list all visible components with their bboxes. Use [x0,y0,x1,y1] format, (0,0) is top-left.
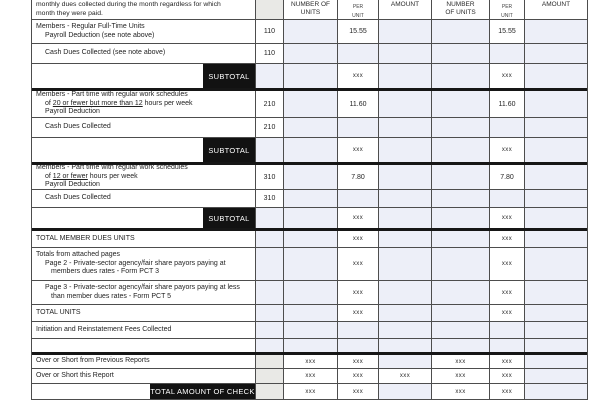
row-total-member-dues-units-per1-cell: xxx [338,231,379,247]
row-payroll-110-code: 110 [256,20,284,43]
row-subtotal-1-num1-cell [284,64,338,88]
row-total-amount-check-amt2-cell [525,384,587,399]
row-subtotal-3-num2-cell [432,208,490,228]
row-total-amount-check [32,384,587,400]
row-empty-amt2-cell [525,339,587,352]
row-page2-totals-num2-cell [432,248,490,280]
row-subtotal-3-num1-cell [284,208,338,228]
row-subtotal-1-num2-cell [432,64,490,88]
row-payroll-310-num2-cell [432,165,490,189]
description-line: Members - Part time with regular work schedules [36,91,188,99]
row-cash-dues-210-label [32,118,256,137]
description-line: Members - Part time with regular work schedules [36,165,188,172]
row-empty-code [256,339,284,352]
row-over-short-this-label [32,369,256,383]
row-total-member-dues-units-num1-cell [284,231,338,247]
description-line: TOTAL MEMBER DUES UNITS [36,234,135,242]
row-page3-totals-per2-cell: xxx [490,281,525,304]
row-over-short-previous-per2-cell: xxx [490,355,525,368]
row-subtotal-2 [32,138,587,165]
row-total-member-dues-units-code [256,231,284,247]
row-over-short-previous-code [256,355,284,368]
column-header-amount-1: AMOUNT [379,0,432,19]
row-total-units-num2-cell [432,305,490,321]
row-initiation-fees-code [256,322,284,338]
row-total-member-dues-units-label [32,231,256,247]
description-line: Initiation and Reinstatement Fees Collected [36,325,172,333]
row-empty-num1-cell [284,339,338,352]
row-empty-per1-cell [338,339,379,352]
row-over-short-this-num1-cell: xxx [284,369,338,383]
row-over-short-this-code [256,369,284,383]
row-page3-totals-code [256,281,284,304]
row-page2-totals-amt2-cell [525,248,587,280]
row-payroll-310-code: 310 [256,165,284,189]
row-payroll-210-amt2-cell [525,91,587,117]
row-empty-label [32,339,256,352]
row-payroll-210-code: 210 [256,91,284,117]
row-total-member-dues-units-num2-cell [432,231,490,247]
row-page3-totals-label [32,281,256,304]
row-cash-dues-210-num1-cell [284,118,338,137]
row-subtotal-2-label [32,138,256,162]
row-subtotal-1-per1-cell: xxx [338,64,379,88]
row-over-short-previous-label [32,355,256,368]
row-total-amount-check-num1-cell: xxx [284,384,338,399]
row-initiation-fees [32,322,587,339]
row-cash-dues-310-per2-cell [490,190,525,207]
row-cash-dues-210-amt1-cell [379,118,432,137]
row-payroll-210-label [32,91,256,117]
row-total-units [32,305,587,322]
row-total-amount-check-label [32,384,256,399]
row-payroll-110-amt2-cell [525,20,587,43]
description-line: than member dues rates - Form PCT 5 [51,292,172,300]
row-payroll-110-amt1-cell [379,20,432,43]
row-over-short-this [32,369,587,384]
row-total-amount-check-amt1-cell [379,384,432,399]
subtotal-bar: SUBTOTAL [203,208,255,228]
row-cash-dues-110-amt2-cell [525,44,587,63]
row-subtotal-3-code [256,208,284,228]
row-total-amount-check-per1-cell: xxx [338,384,379,399]
row-payroll-210 [32,91,587,118]
row-initiation-fees-per1-cell [338,322,379,338]
row-subtotal-2-num2-cell [432,138,490,162]
row-total-amount-check-num2-cell: xxx [432,384,490,399]
row-subtotal-3 [32,208,587,231]
row-payroll-110-label [32,20,256,43]
row-cash-dues-210 [32,118,587,138]
row-cash-dues-110-code: 110 [256,44,284,63]
row-subtotal-2-per2-cell: xxx [490,138,525,162]
row-payroll-110-per1-cell: 15.55 [338,20,379,43]
row-payroll-310-per2-cell: 7.80 [490,165,525,189]
row-payroll-210-num1-cell [284,91,338,117]
row-subtotal-1-per2-cell: xxx [490,64,525,88]
row-empty-num2-cell [432,339,490,352]
row-cash-dues-310-label [32,190,256,207]
row-over-short-previous-num2-cell: xxx [432,355,490,368]
row-cash-dues-110-amt1-cell [379,44,432,63]
row-cash-dues-110-num1-cell [284,44,338,63]
row-subtotal-3-amt1-cell [379,208,432,228]
note-line-2: month they were paid. [36,10,103,17]
row-total-units-num1-cell [284,305,338,321]
row-payroll-210-amt1-cell [379,91,432,117]
description-line: of 20 or fewer but more than 12 hours per week [45,99,193,107]
row-subtotal-1 [32,64,587,91]
row-cash-dues-210-per2-cell [490,118,525,137]
row-page3-totals-num1-cell [284,281,338,304]
row-total-member-dues-units [32,231,587,248]
row-empty-amt1-cell [379,339,432,352]
row-cash-dues-310 [32,190,587,208]
row-subtotal-3-per1-cell: xxx [338,208,379,228]
row-page3-totals [32,281,587,305]
description-line: Payroll Deduction [45,108,100,116]
description-line: Payroll Deduction [45,181,100,189]
row-page3-totals-per1-cell: xxx [338,281,379,304]
description-line: members dues rates - Form PCT 3 [51,268,160,276]
row-over-short-previous [32,355,587,369]
description-line: TOTAL UNITS [36,308,81,316]
subtotal-bar: SUBTOTAL [203,64,255,88]
row-page3-totals-amt2-cell [525,281,587,304]
row-over-short-this-amt2-cell [525,369,587,383]
row-subtotal-1-label [32,64,256,88]
column-header-number-of-units-1: NUMBER OF UNITS [284,0,338,19]
row-subtotal-2-per1-cell: xxx [338,138,379,162]
row-initiation-fees-amt1-cell [379,322,432,338]
note-text [32,0,256,19]
row-page3-totals-num2-cell [432,281,490,304]
row-payroll-110-per2-cell: 15.55 [490,20,525,43]
row-cash-dues-210-num2-cell [432,118,490,137]
row-total-units-per1-cell: xxx [338,305,379,321]
row-payroll-310-label [32,165,256,189]
row-total-member-dues-units-amt2-cell [525,231,587,247]
description-line: Members - Regular Full-Time Units [36,23,145,31]
row-payroll-310-num1-cell [284,165,338,189]
description-line: Over or Short from Previous Reports [36,357,150,365]
row-initiation-fees-per2-cell [490,322,525,338]
row-over-short-previous-num1-cell: xxx [284,355,338,368]
row-payroll-310 [32,165,587,190]
row-payroll-210-per1-cell: 11.60 [338,91,379,117]
description-line: Page 3 - Private-sector agency/fair share payors paying at less [45,284,240,292]
row-total-member-dues-units-per2-cell: xxx [490,231,525,247]
column-header-amount-2: AMOUNT [525,0,587,19]
row-cash-dues-110-label [32,44,256,63]
row-total-amount-check-per2-cell: xxx [490,384,525,399]
description-line: Totals from attached pages [36,251,121,259]
row-over-short-previous-amt2-cell [525,355,587,368]
row-payroll-210-num2-cell [432,91,490,117]
row-over-short-this-amt1-cell: xxx [379,369,432,383]
column-header-per-unit-1: PER UNIT [338,0,379,19]
row-initiation-fees-num1-cell [284,322,338,338]
row-page3-totals-amt1-cell [379,281,432,304]
row-page2-totals-amt1-cell [379,248,432,280]
description-line: Cash Dues Collected (see note above) [45,49,166,57]
row-cash-dues-310-num1-cell [284,190,338,207]
row-page2-totals-label [32,248,256,280]
row-page2-totals-num1-cell [284,248,338,280]
column-header-number-of-units-2: NUMBER OF UNITS [432,0,490,19]
row-over-short-this-num2-cell: xxx [432,369,490,383]
row-payroll-210-per2-cell: 11.60 [490,91,525,117]
description-line: Payroll Deduction (see note above) [45,31,155,39]
row-page2-totals-per2-cell: xxx [490,248,525,280]
row-payroll-110-num2-cell [432,20,490,43]
column-header-per-unit-2: PER UNIT [490,0,525,19]
row-over-short-previous-amt1-cell [379,355,432,368]
row-total-units-amt1-cell [379,305,432,321]
row-cash-dues-110 [32,44,587,64]
description-line: of 12 or fewer hours per week [45,172,138,180]
row-subtotal-3-per2-cell: xxx [490,208,525,228]
row-page2-totals-code [256,248,284,280]
row-subtotal-3-amt2-cell [525,208,587,228]
header-row [32,0,587,20]
row-over-short-this-per2-cell: xxx [490,369,525,383]
total-amount-of-check-bar: TOTAL AMOUNT OF CHECK [150,384,255,399]
row-cash-dues-310-per1-cell [338,190,379,207]
row-total-units-code [256,305,284,321]
row-initiation-fees-amt2-cell [525,322,587,338]
row-cash-dues-110-num2-cell [432,44,490,63]
row-subtotal-2-amt2-cell [525,138,587,162]
row-cash-dues-310-amt2-cell [525,190,587,207]
code-column-header [256,0,284,19]
row-subtotal-2-code [256,138,284,162]
row-payroll-310-per1-cell: 7.80 [338,165,379,189]
row-cash-dues-210-amt2-cell [525,118,587,137]
row-cash-dues-210-per1-cell [338,118,379,137]
note-line-1: monthly dues collected during the month regardless for which [36,1,221,8]
row-cash-dues-110-per1-cell [338,44,379,63]
row-cash-dues-310-amt1-cell [379,190,432,207]
row-payroll-110-num1-cell [284,20,338,43]
description-line: Cash Dues Collected [45,194,111,202]
description-line: Cash Dues Collected [45,123,111,131]
row-payroll-110 [32,20,587,44]
row-subtotal-1-code [256,64,284,88]
description-line: Over or Short this Report [36,371,114,379]
row-subtotal-2-num1-cell [284,138,338,162]
row-empty [32,339,587,355]
row-initiation-fees-num2-cell [432,322,490,338]
row-initiation-fees-label [32,322,256,338]
row-subtotal-1-amt1-cell [379,64,432,88]
row-over-short-this-per1-cell: xxx [338,369,379,383]
row-total-units-amt2-cell [525,305,587,321]
row-payroll-310-amt1-cell [379,165,432,189]
row-cash-dues-110-per2-cell [490,44,525,63]
row-subtotal-3-label [32,208,256,228]
row-total-amount-check-code [256,384,284,399]
row-cash-dues-310-code: 310 [256,190,284,207]
row-payroll-310-amt2-cell [525,165,587,189]
row-cash-dues-310-num2-cell [432,190,490,207]
row-page2-totals-per1-cell: xxx [338,248,379,280]
row-subtotal-2-amt1-cell [379,138,432,162]
row-total-units-label [32,305,256,321]
row-over-short-previous-per1-cell: xxx [338,355,379,368]
row-total-member-dues-units-amt1-cell [379,231,432,247]
dues-report-table [31,0,588,400]
row-page2-totals [32,248,587,281]
row-empty-per2-cell [490,339,525,352]
row-total-units-per2-cell: xxx [490,305,525,321]
subtotal-bar: SUBTOTAL [203,138,255,162]
row-subtotal-1-amt2-cell [525,64,587,88]
row-cash-dues-210-code: 210 [256,118,284,137]
description-line: Page 2 - Private-sector agency/fair share payors paying at [45,259,226,267]
